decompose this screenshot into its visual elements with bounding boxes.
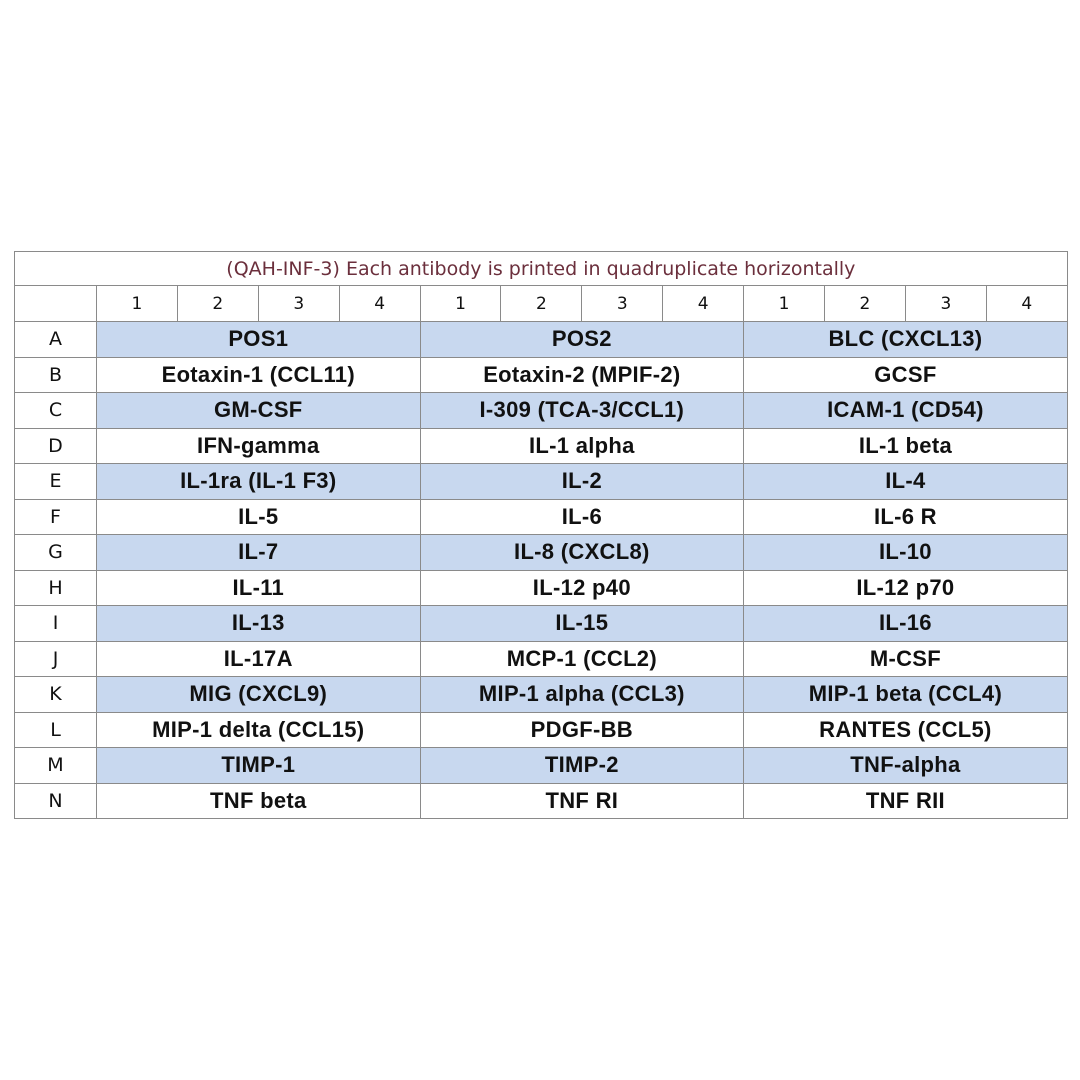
analyte-cell: IL-1 alpha [420, 428, 744, 464]
analyte-cell: TNF-alpha [744, 748, 1068, 784]
column-number: 1 [420, 286, 501, 322]
row-letter: B [15, 357, 97, 393]
row-letter: L [15, 712, 97, 748]
analyte-cell: TIMP-2 [420, 748, 744, 784]
analyte-cell: Eotaxin-2 (MPIF-2) [420, 357, 744, 393]
analyte-cell: IL-11 [97, 570, 421, 606]
analyte-cell: IL-15 [420, 606, 744, 642]
column-number: 3 [905, 286, 986, 322]
analyte-cell: MIP-1 beta (CCL4) [744, 677, 1068, 713]
analyte-cell: IL-7 [97, 535, 421, 571]
analyte-cell: M-CSF [744, 641, 1068, 677]
column-number-row [15, 286, 1068, 322]
row-letter: A [15, 322, 97, 358]
analyte-cell: IL-6 [420, 499, 744, 535]
row-letter: K [15, 677, 97, 713]
row-letter: J [15, 641, 97, 677]
column-number: 1 [744, 286, 825, 322]
analyte-cell: GCSF [744, 357, 1068, 393]
corner-cell [15, 286, 97, 322]
analyte-cell: TIMP-1 [97, 748, 421, 784]
analyte-cell: IL-10 [744, 535, 1068, 571]
table-row [15, 570, 1068, 606]
column-number: 3 [582, 286, 663, 322]
row-letter: E [15, 464, 97, 500]
row-letter: C [15, 393, 97, 429]
row-letter: H [15, 570, 97, 606]
analyte-cell: GM-CSF [97, 393, 421, 429]
analyte-cell: PDGF-BB [420, 712, 744, 748]
row-letter: F [15, 499, 97, 535]
analyte-cell: IL-4 [744, 464, 1068, 500]
column-number: 3 [258, 286, 339, 322]
table-title: (QAH-INF-3) Each antibody is printed in quadruplicate horizontally [15, 252, 1068, 286]
row-letter: M [15, 748, 97, 784]
analyte-cell: TNF beta [97, 783, 421, 819]
column-number: 1 [97, 286, 178, 322]
table-row [15, 783, 1068, 819]
table-row [15, 464, 1068, 500]
analyte-cell: MIP-1 alpha (CCL3) [420, 677, 744, 713]
table-row [15, 499, 1068, 535]
analyte-cell: TNF RI [420, 783, 744, 819]
column-number: 4 [663, 286, 744, 322]
analyte-cell: MIP-1 delta (CCL15) [97, 712, 421, 748]
analyte-cell: TNF RII [744, 783, 1068, 819]
column-number: 4 [986, 286, 1067, 322]
analyte-cell: IFN-gamma [97, 428, 421, 464]
table-row [15, 357, 1068, 393]
row-letter: N [15, 783, 97, 819]
column-number: 4 [339, 286, 420, 322]
analyte-cell: POS1 [97, 322, 421, 358]
analyte-cell: IL-8 (CXCL8) [420, 535, 744, 571]
table-row [15, 535, 1068, 571]
analyte-cell: IL-6 R [744, 499, 1068, 535]
row-letter: I [15, 606, 97, 642]
analyte-cell: ICAM-1 (CD54) [744, 393, 1068, 429]
analyte-cell: IL-17A [97, 641, 421, 677]
table-row [15, 322, 1068, 358]
title-row [15, 252, 1068, 286]
table-row [15, 677, 1068, 713]
analyte-cell: POS2 [420, 322, 744, 358]
analyte-cell: I-309 (TCA-3/CCL1) [420, 393, 744, 429]
analyte-cell: IL-13 [97, 606, 421, 642]
analyte-cell: MIG (CXCL9) [97, 677, 421, 713]
table-row [15, 712, 1068, 748]
analyte-cell: IL-16 [744, 606, 1068, 642]
table-row [15, 748, 1068, 784]
table-row [15, 641, 1068, 677]
analyte-cell: IL-12 p70 [744, 570, 1068, 606]
table-row [15, 393, 1068, 429]
column-number: 2 [177, 286, 258, 322]
column-number: 2 [825, 286, 906, 322]
row-letter: D [15, 428, 97, 464]
analyte-cell: IL-1ra (IL-1 F3) [97, 464, 421, 500]
column-number: 2 [501, 286, 582, 322]
analyte-cell: MCP-1 (CCL2) [420, 641, 744, 677]
analyte-cell: BLC (CXCL13) [744, 322, 1068, 358]
antibody-array-map-table [14, 251, 1068, 819]
analyte-cell: Eotaxin-1 (CCL11) [97, 357, 421, 393]
table-row [15, 428, 1068, 464]
analyte-cell: IL-2 [420, 464, 744, 500]
analyte-cell: IL-12 p40 [420, 570, 744, 606]
analyte-cell: IL-1 beta [744, 428, 1068, 464]
analyte-cell: IL-5 [97, 499, 421, 535]
analyte-cell: RANTES (CCL5) [744, 712, 1068, 748]
table-row [15, 606, 1068, 642]
row-letter: G [15, 535, 97, 571]
